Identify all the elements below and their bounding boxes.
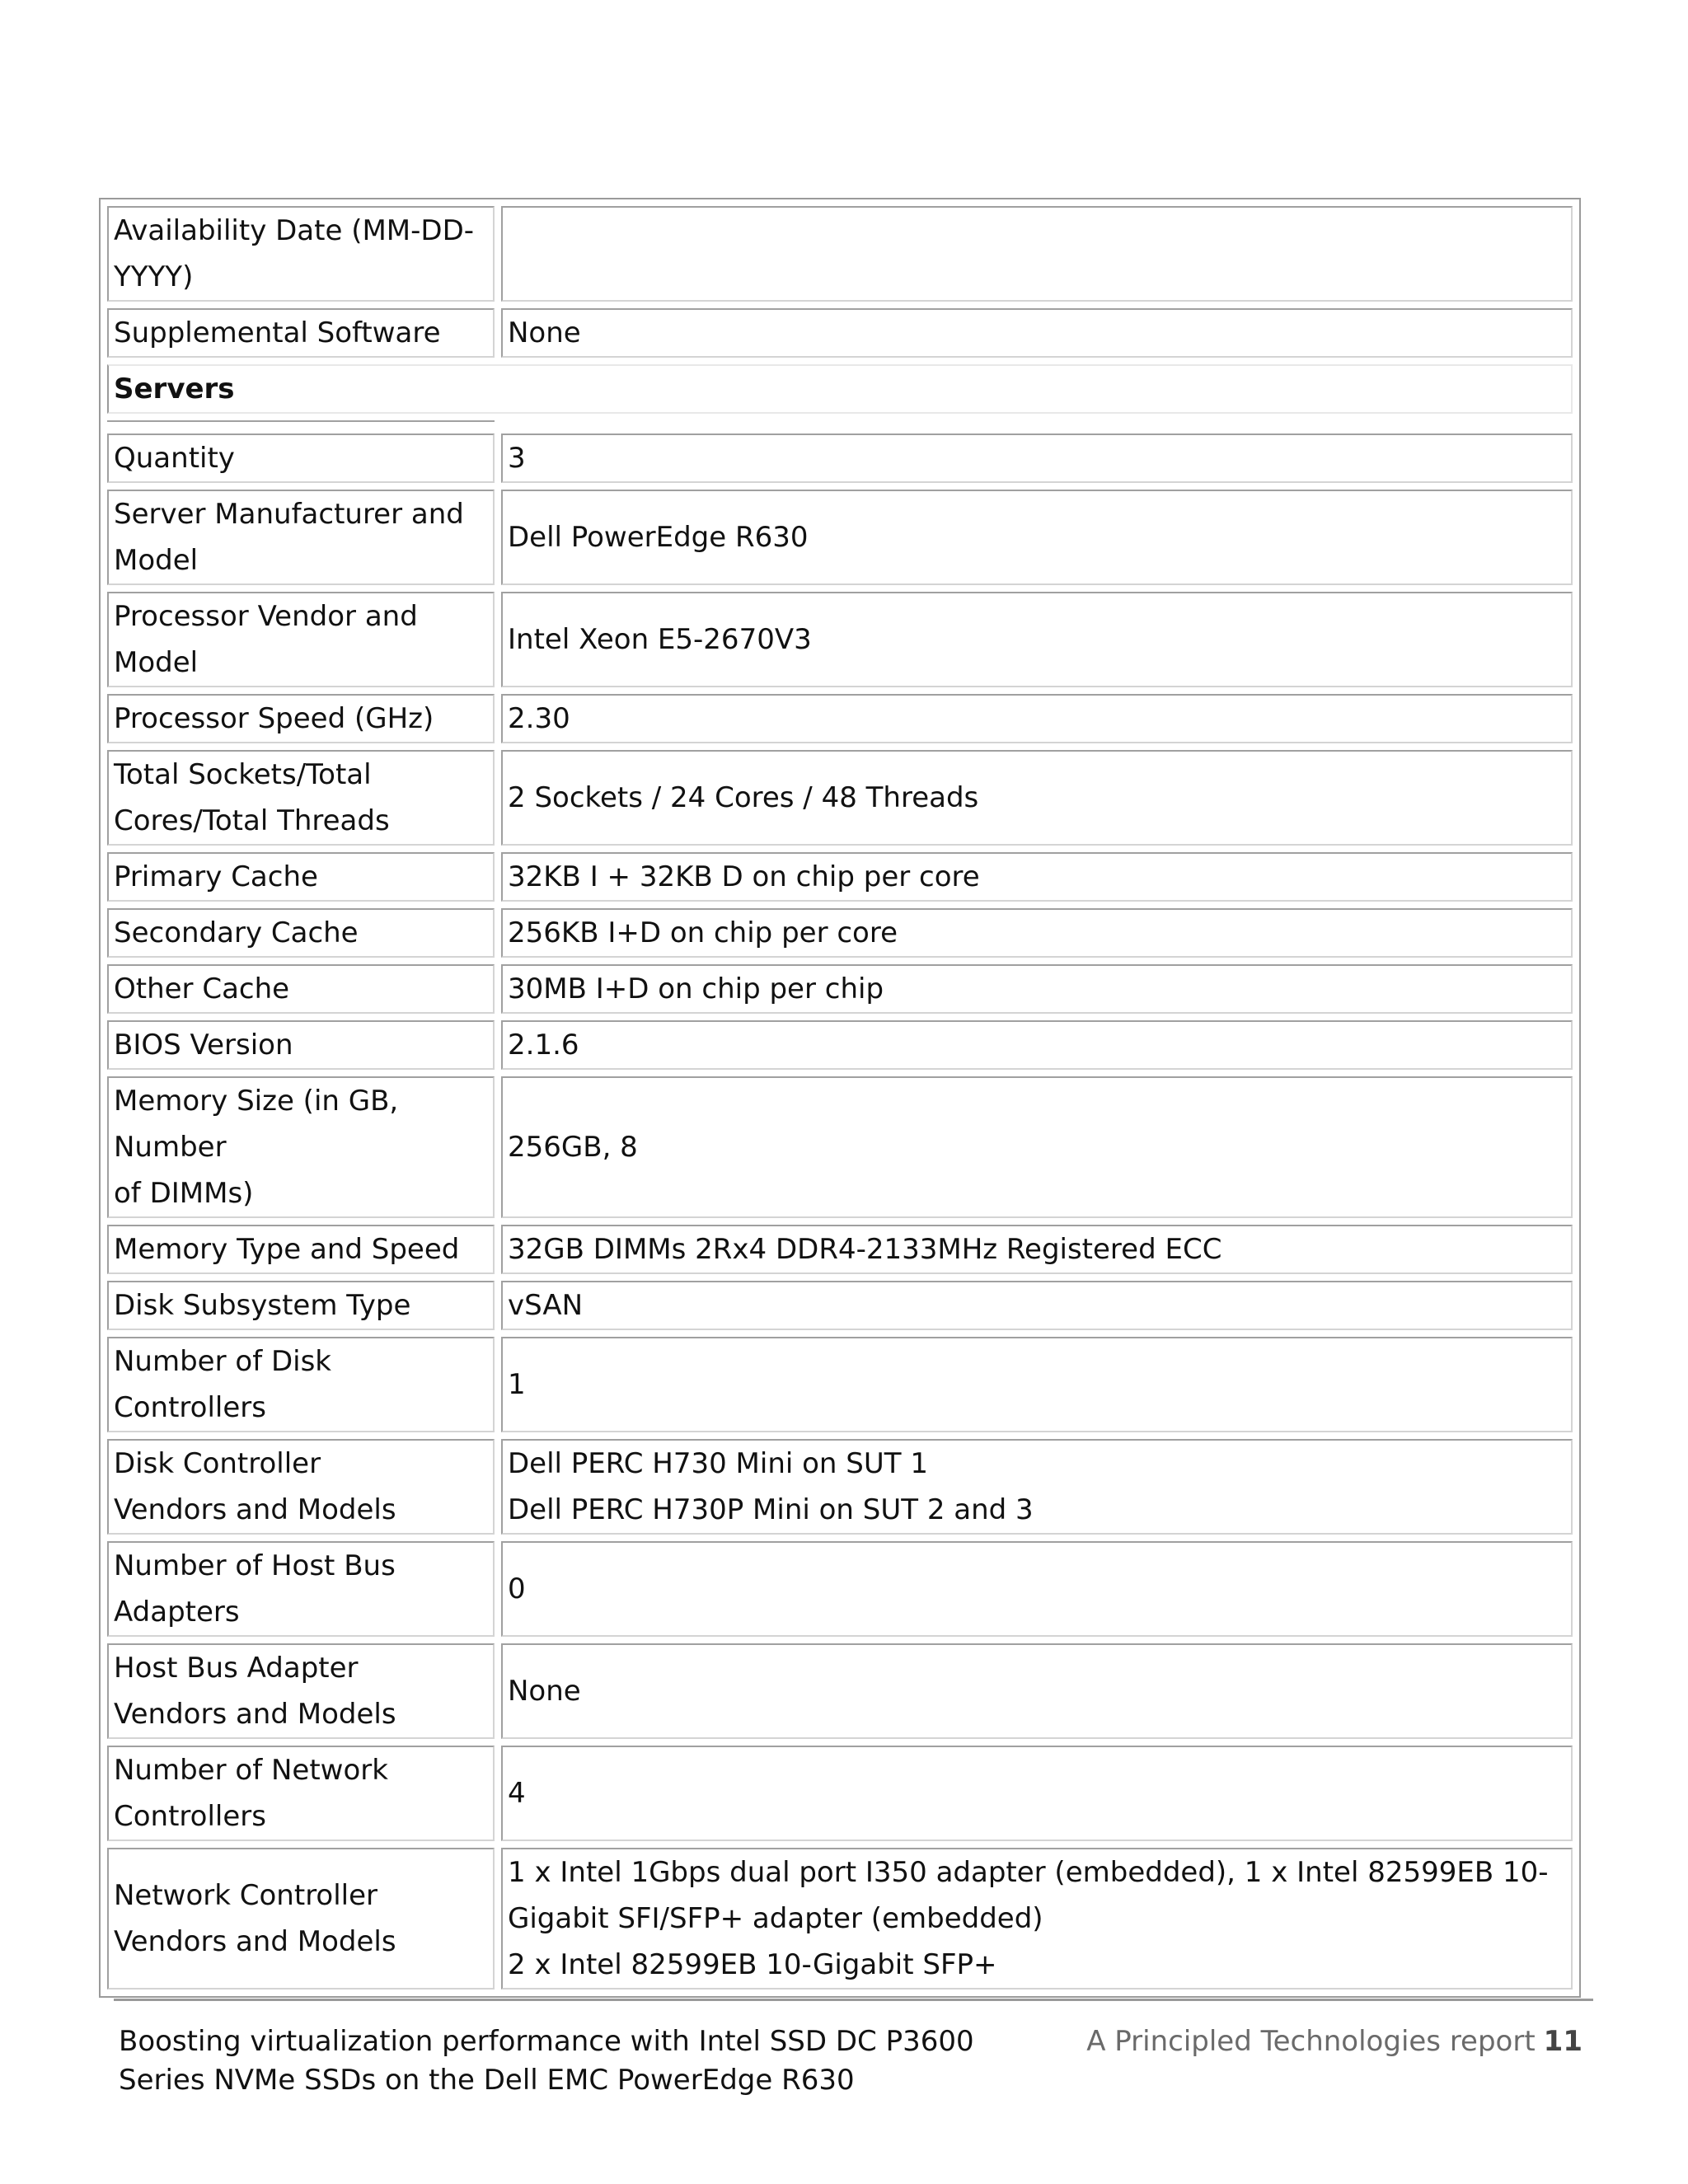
table-row	[107, 1848, 1573, 1990]
table-row	[107, 434, 1573, 483]
spacer-cell	[107, 420, 495, 427]
spec-label: Supplemental Software	[107, 308, 495, 358]
spec-label: Host Bus Adapter Vendors and Models	[107, 1643, 495, 1739]
spec-label: Other Cache	[107, 964, 495, 1014]
table-row	[107, 1337, 1573, 1432]
spec-label: Availability Date (MM-DD- YYYY)	[107, 206, 495, 302]
spec-value: 4	[501, 1746, 1573, 1841]
spec-label: Secondary Cache	[107, 908, 495, 958]
table-row	[107, 694, 1573, 743]
table-row	[107, 1020, 1573, 1070]
table-row	[107, 1076, 1573, 1218]
spec-label: Processor Vendor and Model	[107, 592, 495, 687]
table-row	[107, 1281, 1573, 1330]
table-row	[107, 1541, 1573, 1637]
spec-label: Network Controller Vendors and Models	[107, 1848, 495, 1990]
spec-value: 30MB I+D on chip per chip	[501, 964, 1573, 1014]
table-row	[107, 964, 1573, 1014]
spec-value: Dell PERC H730 Mini on SUT 1 Dell PERC H730P Mini on SUT 2 and 3	[501, 1439, 1573, 1535]
spec-value: 1 x Intel 1Gbps dual port I350 adapter (embedded), 1 x Intel 82599EB 10-Gigabit SFI/SFP+ adapter (embedded) 2 x Intel 82599EB 10-Gigabit SFP+	[501, 1848, 1573, 1990]
spec-value: 2.1.6	[501, 1020, 1573, 1070]
spec-label: Primary Cache	[107, 852, 495, 902]
spec-value: 1	[501, 1337, 1573, 1432]
spec-value: 0	[501, 1541, 1573, 1637]
spec-value: 2 Sockets / 24 Cores / 48 Threads	[501, 750, 1573, 846]
spec-label: Number of Network Controllers	[107, 1746, 495, 1841]
spec-value: 2.30	[501, 694, 1573, 743]
spec-label: Quantity	[107, 434, 495, 483]
spec-value: None	[501, 1643, 1573, 1739]
table-row	[107, 592, 1573, 687]
spec-label: BIOS Version	[107, 1020, 495, 1070]
spec-label: Processor Speed (GHz)	[107, 694, 495, 743]
spec-value: 256GB, 8	[501, 1076, 1573, 1218]
table-row	[107, 490, 1573, 585]
table-row	[107, 908, 1573, 958]
spec-value: None	[501, 308, 1573, 358]
spec-label: Disk Subsystem Type	[107, 1281, 495, 1330]
section-row	[107, 364, 1573, 414]
spacer-row	[107, 420, 1573, 427]
spec-label: Total Sockets/Total Cores/Total Threads	[107, 750, 495, 846]
spec-value	[501, 206, 1573, 302]
section-heading: Servers	[107, 364, 1573, 414]
table-row	[107, 750, 1573, 846]
footer-report-label: A Principled Technologies report	[1086, 2025, 1536, 2058]
table-row	[107, 852, 1573, 902]
spec-label: Number of Disk Controllers	[107, 1337, 495, 1432]
footer-attribution	[1086, 2022, 1582, 2061]
table-row	[107, 1746, 1573, 1841]
spec-table-body	[107, 206, 1573, 1990]
spec-label: Memory Type and Speed	[107, 1225, 495, 1274]
footer-divider	[114, 1999, 1593, 2001]
spec-label: Disk Controller Vendors and Models	[107, 1439, 495, 1535]
spec-label: Number of Host Bus Adapters	[107, 1541, 495, 1637]
spec-value: 3	[501, 434, 1573, 483]
spec-value: Intel Xeon E5-2670V3	[501, 592, 1573, 687]
table-row	[107, 308, 1573, 358]
table-row	[107, 1225, 1573, 1274]
table-row	[107, 1439, 1573, 1535]
spec-label: Server Manufacturer and Model	[107, 490, 495, 585]
spec-value: 32GB DIMMs 2Rx4 DDR4-2133MHz Registered ECC	[501, 1225, 1573, 1274]
table-row	[107, 206, 1573, 302]
page-number: 11	[1543, 2025, 1582, 2058]
footer-report-title: Boosting virtualization performance with Intel SSD DC P3600 Series NVMe SSDs on the Dell EMC PowerEdge R630	[119, 2025, 974, 2097]
spec-value: Dell PowerEdge R630	[501, 490, 1573, 585]
spec-value: 32KB I + 32KB D on chip per core	[501, 852, 1573, 902]
spec-label: Memory Size (in GB, Number of DIMMs)	[107, 1076, 495, 1218]
spec-table	[99, 198, 1581, 1998]
spec-value: 256KB I+D on chip per core	[501, 908, 1573, 958]
spec-value: vSAN	[501, 1281, 1573, 1330]
table-row	[107, 1643, 1573, 1739]
